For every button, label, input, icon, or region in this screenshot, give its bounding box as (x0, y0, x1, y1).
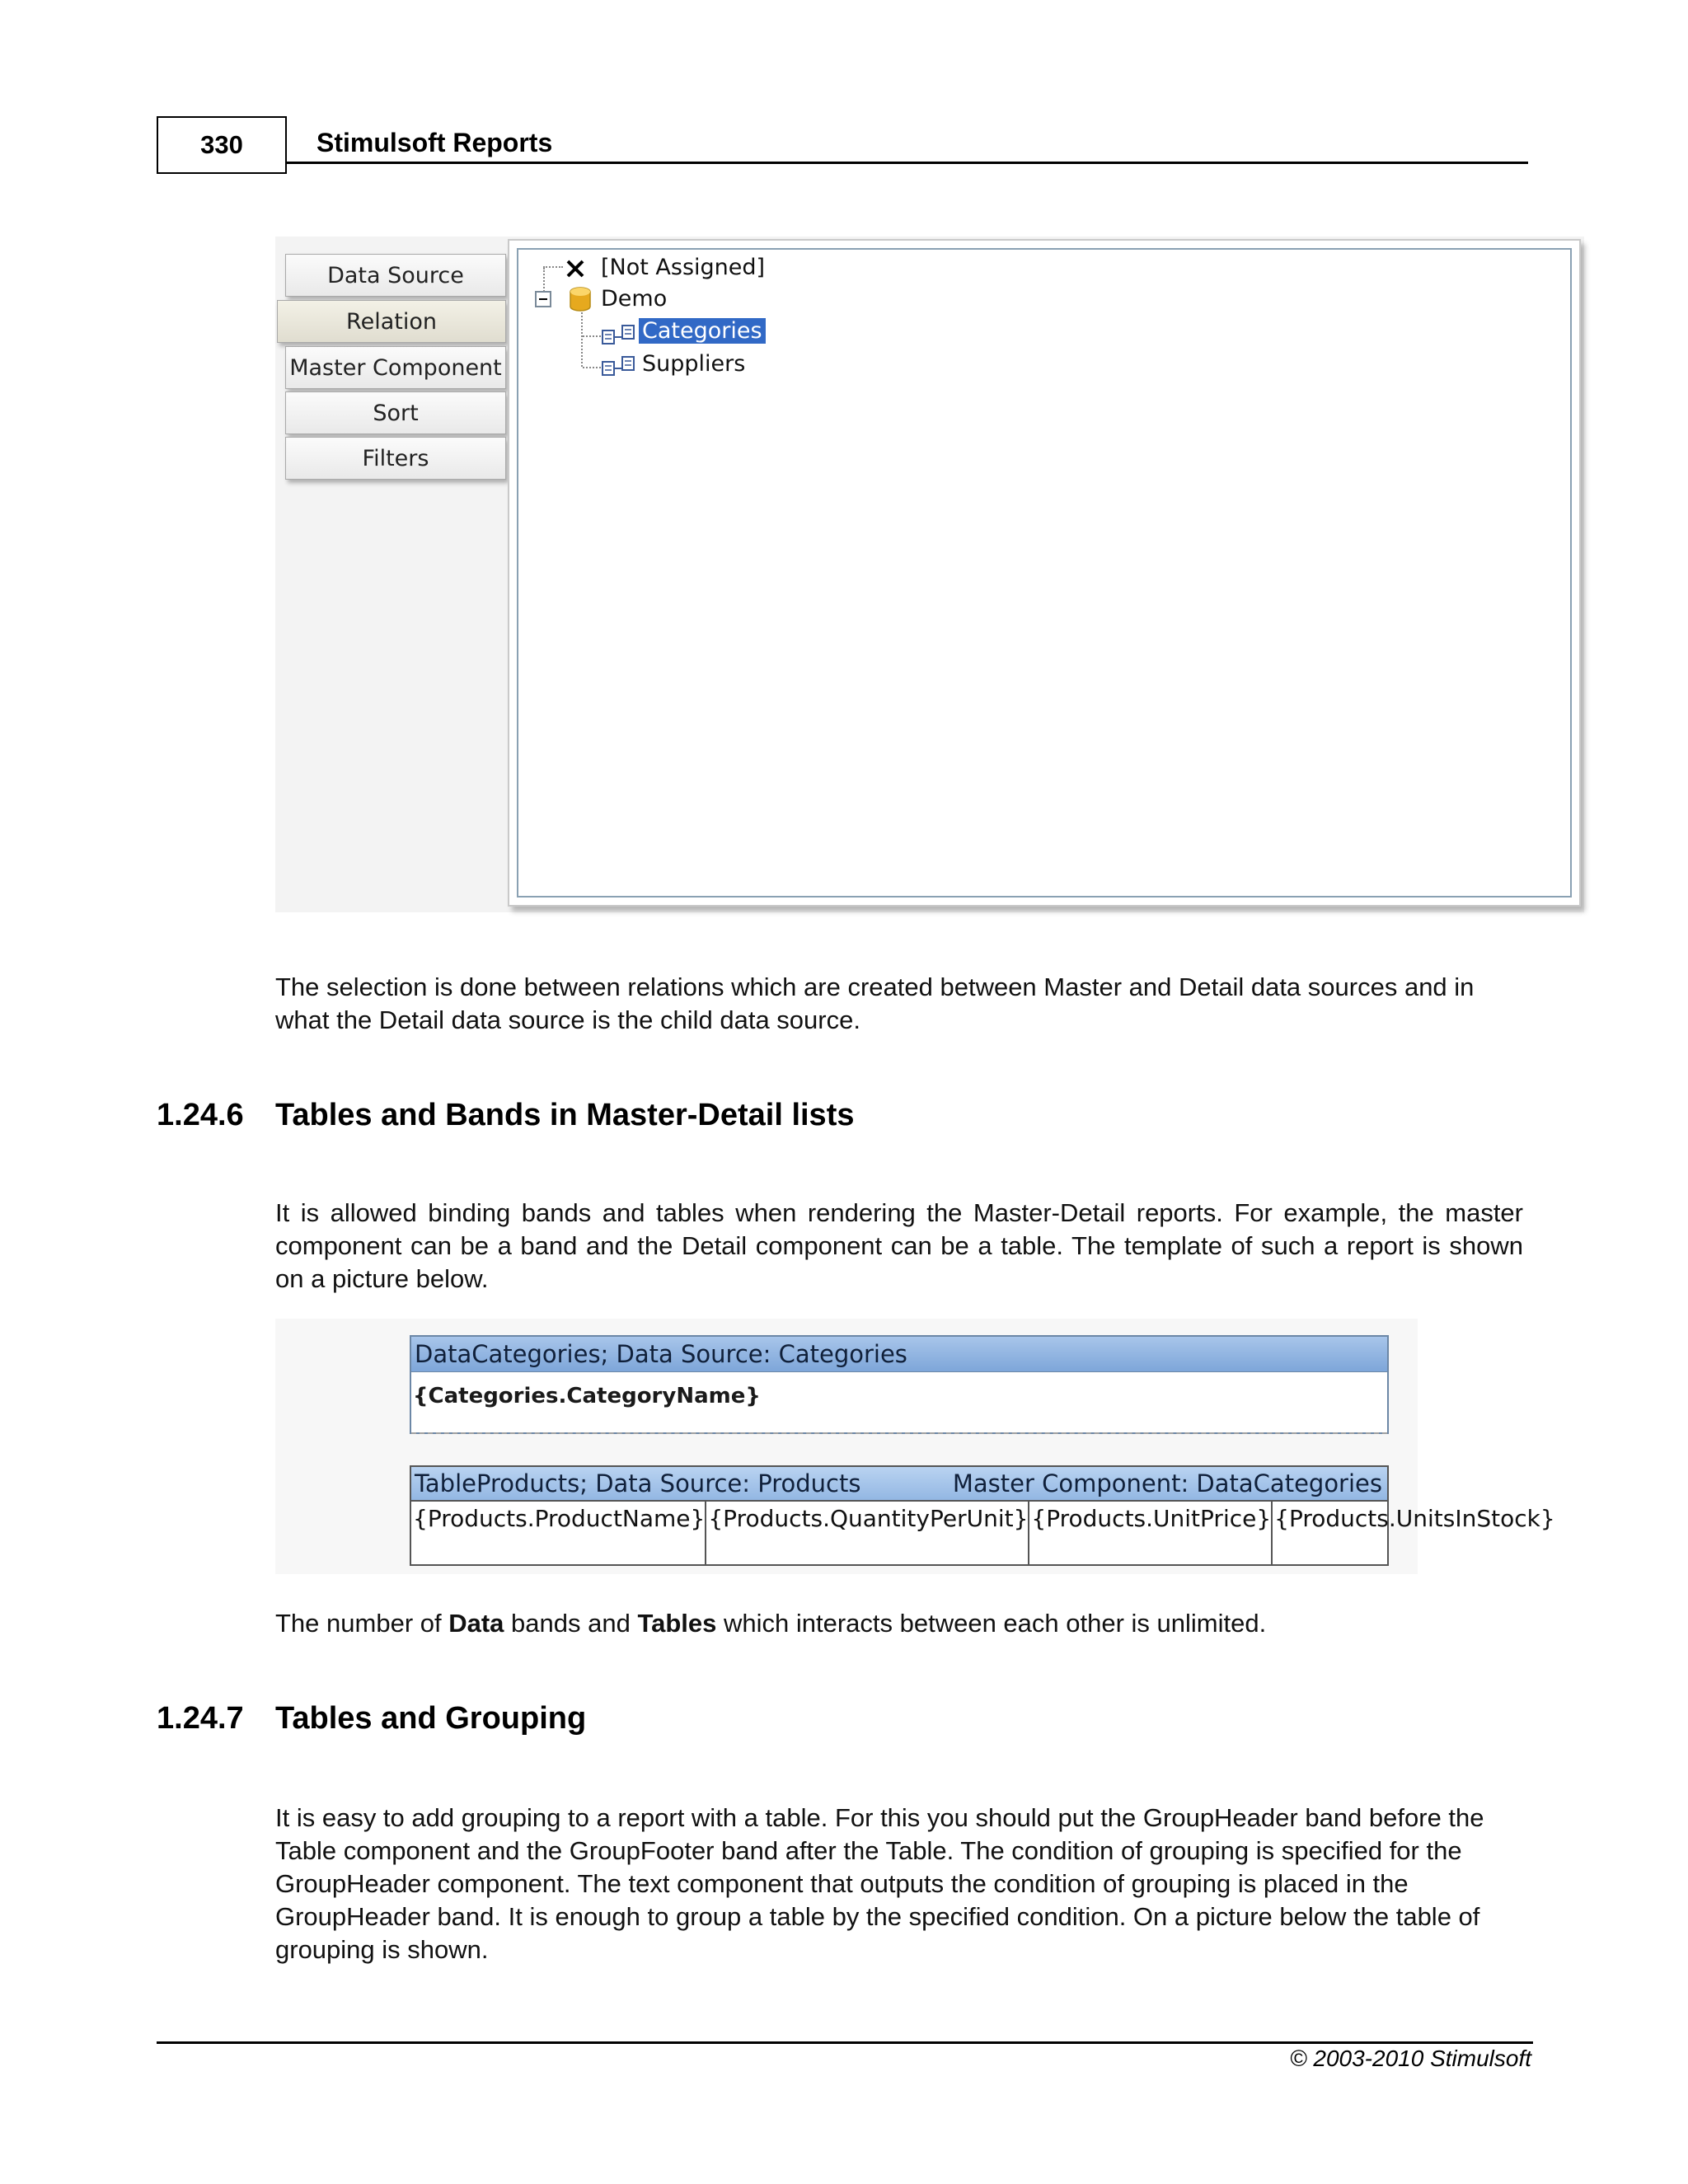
section-title: Tables and Grouping (275, 1701, 587, 1736)
relation-tree (517, 248, 1572, 898)
paragraph-grouping: It is easy to add grouping to a report with a table. For this you should put the GroupHeader band before the Table component and the GroupFooter band after the Table. The condition of grouping is specified for the GroupHeader component. The text component that outputs the condition of grouping is placed in the GroupHeader band. It is enough to group a table by the specified condition. On a picture below the table of grouping is shown. (275, 1803, 1484, 1964)
table-cell: {Products.ProductName} (411, 1502, 706, 1566)
bold-data: Data (448, 1609, 504, 1638)
table-header (411, 1467, 1387, 1502)
table-header-master: Master Component: DataCategories (952, 1469, 1382, 1497)
tab-sort[interactable]: Sort (285, 391, 506, 434)
section-number: 1.24.7 (157, 1701, 244, 1736)
data-band (410, 1335, 1389, 1434)
relation-icon (601, 355, 635, 377)
table-row (411, 1502, 1555, 1566)
tab-data-source[interactable]: Data Source (285, 254, 506, 297)
page-number: 330 (157, 116, 287, 174)
tree-item-suppliers[interactable]: Suppliers (642, 351, 746, 377)
table-cell: {Products.UnitsInStock} (1274, 1505, 1555, 1532)
tree-item-not-assigned[interactable]: [Not Assigned] (601, 255, 766, 280)
tab-relation[interactable]: Relation (277, 300, 506, 343)
footer-copyright: © 2003-2010 Stimulsoft (1289, 2046, 1531, 2071)
band-divider (411, 1432, 1387, 1434)
tree-item-demo[interactable]: Demo (601, 286, 668, 312)
data-band-header: DataCategories; Data Source: Categories (411, 1337, 1387, 1372)
database-icon (568, 286, 593, 312)
bold-tables: Tables (637, 1609, 717, 1638)
collapse-icon[interactable] (535, 291, 551, 307)
relation-icon (601, 324, 635, 345)
paragraph-binding: It is allowed binding bands and tables when rendering the Master-Detail reports. For example, the master component can be a band and the Detail component can be a table. The template of such a report is shown on a picture below. (275, 1198, 1523, 1293)
table-cell: {Products.QuantityPerUnit} (706, 1502, 1029, 1566)
tab-filters[interactable]: Filters (285, 437, 506, 480)
table-cell: {Products.UnitPrice} (1029, 1502, 1273, 1566)
close-icon (565, 258, 586, 279)
section-title: Tables and Bands in Master-Detail lists (275, 1098, 855, 1132)
tree-item-categories[interactable]: Categories (639, 316, 766, 347)
data-band-field: {Categories.CategoryName} (413, 1384, 761, 1408)
paragraph-count: The number of Data bands and Tables which interacts between each other is unlimited. (275, 1609, 1267, 1638)
tab-master-component[interactable]: Master Component (285, 346, 506, 389)
relation-tree-panel (508, 239, 1581, 907)
table-component (410, 1465, 1555, 1566)
header-rule (285, 162, 1528, 164)
footer-rule (157, 2041, 1533, 2044)
table-header-source: TableProducts; Data Source: Products (415, 1469, 861, 1497)
section-number: 1.24.6 (157, 1098, 244, 1132)
running-header-title: Stimulsoft Reports (316, 128, 553, 157)
paragraph-selection: The selection is done between relations which are created between Master and Detail data sources and in what the Detail data source is the child data source. (275, 972, 1475, 1034)
